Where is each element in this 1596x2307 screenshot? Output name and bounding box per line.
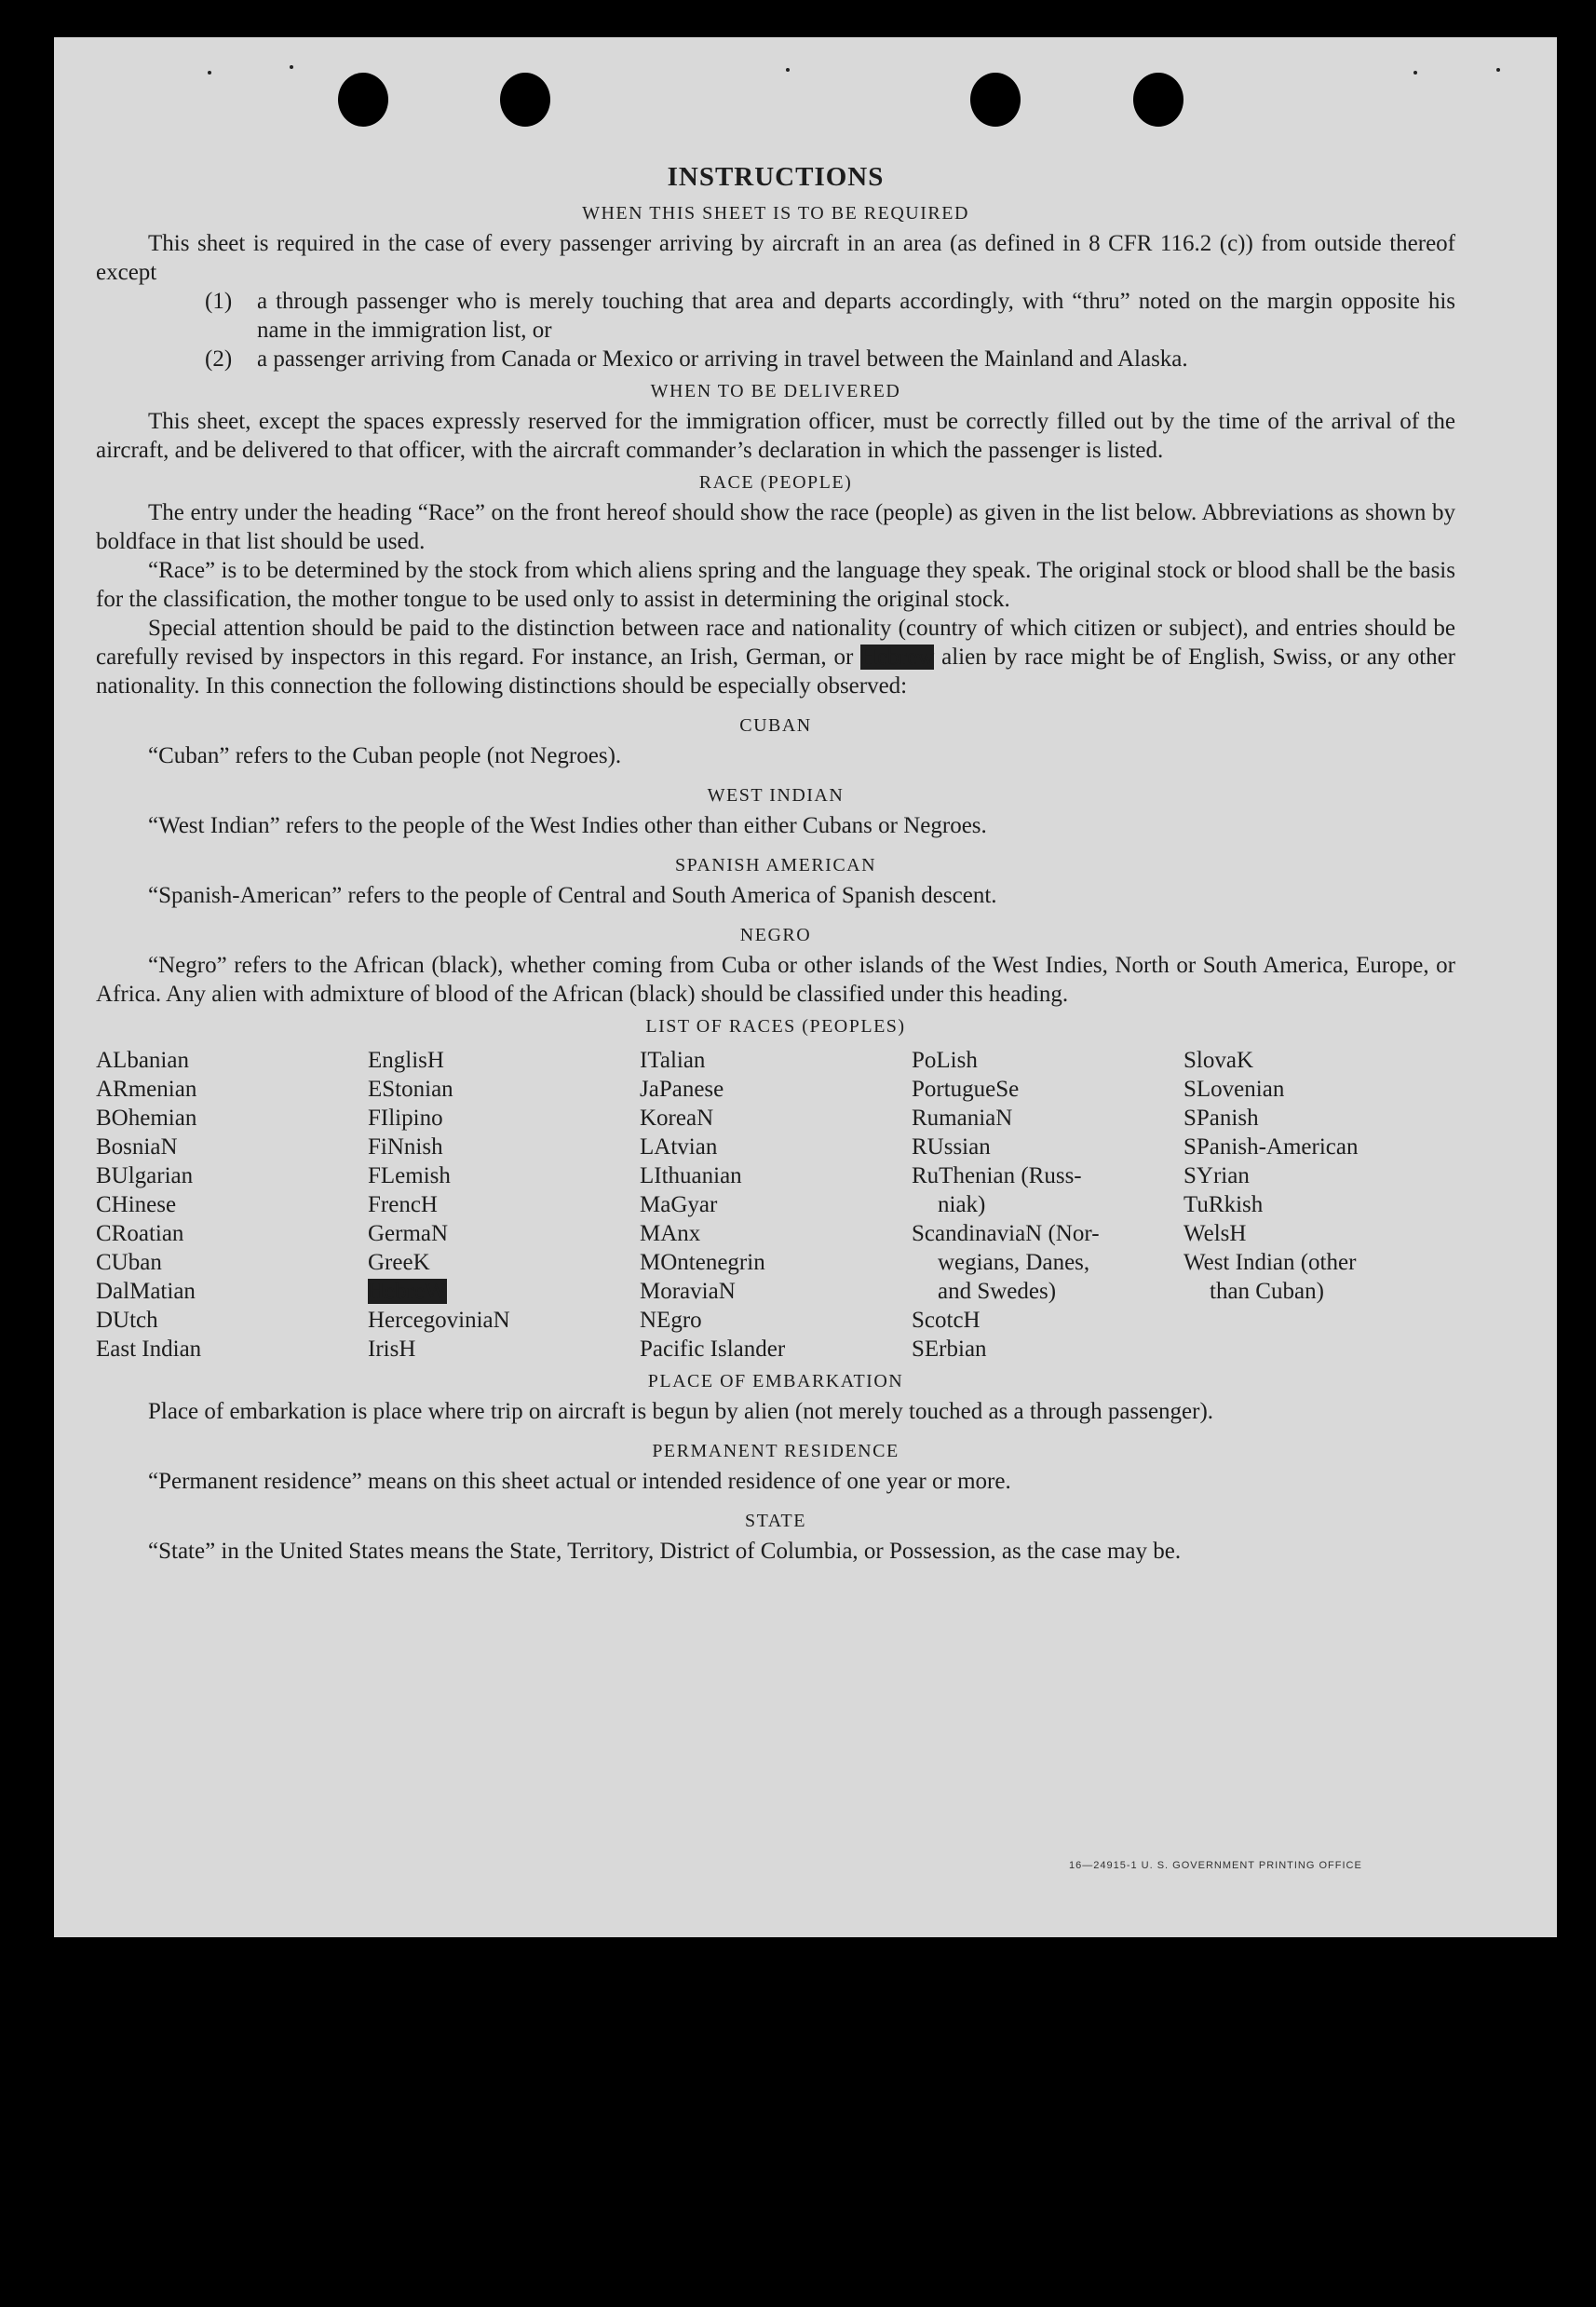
race-item: than Cuban) [1210,1279,1324,1304]
section-heading: WEST INDIAN [707,785,845,806]
paragraph: “Cuban” refers to the Cuban people (not Negroes). [148,743,622,768]
race-item: BOhemian [96,1106,197,1131]
section-heading: NEGRO [739,925,812,945]
section-heading: LIST OF RACES (PEOPLES) [645,1016,906,1037]
paragraph: “State” in the United States means the State, Territory, District of Columbia, or Possession, as the case may be. [148,1539,1182,1564]
section-heading: WHEN THIS SHEET IS TO BE REQUIRED [582,203,969,224]
item-number: (1) [205,289,233,314]
race-item: and Swedes) [938,1279,1057,1304]
section-heading: SPANISH AMERICAN [674,855,877,875]
section-heading: RACE (PEOPLE) [698,472,853,493]
race-item: West Indian (other [1183,1250,1357,1275]
redacted-word: HebreW [368,1279,447,1304]
race-item: RuThenian (Russ- [912,1163,1082,1188]
race-item: CRoatian [96,1221,184,1246]
race-item: CUban [96,1250,162,1275]
race-item: EnglisH [368,1048,444,1073]
item-number: (2) [205,346,233,372]
speck [208,71,211,75]
speck [786,68,790,72]
section-heading: STATE [745,1511,806,1531]
race-item: ITalian [640,1048,706,1073]
punch-hole [1133,73,1183,127]
list-item [205,287,1455,345]
punch-hole [338,73,388,127]
race-item: TuRkish [1183,1192,1264,1217]
race-item: Pacific Islander [640,1337,786,1362]
paragraph: Place of embarkation is place where trip on aircraft is begun by alien (not merely touched as a through passenger). [148,1399,1214,1424]
punch-hole [500,73,550,127]
race-item: FiNnish [368,1134,443,1160]
race-item: WelsH [1183,1221,1247,1246]
race-item: HercegoviniaN [368,1308,510,1333]
race-item: EStonian [368,1077,453,1102]
race-item: East Indian [96,1337,202,1362]
document-sheet [54,37,1557,1937]
speck [1496,68,1500,72]
race-item: SPanish [1183,1106,1259,1131]
race-item: IrisH [368,1337,416,1362]
section-heading: PLACE OF EMBARKATION [647,1371,904,1391]
list-item [205,345,1455,373]
speck [1413,71,1417,75]
speck [290,65,293,69]
race-item: MOntenegrin [640,1250,765,1275]
race-item: CHinese [96,1192,177,1217]
paragraph: This sheet is required in the case of every passenger arriving by aircraft in an area (as defined in 8 CFR 116.2 (c)) from outside thereof except [96,231,1455,285]
race-item: SErbian [912,1337,987,1362]
race-item: FIlipino [368,1106,443,1131]
race-item: SLovenian [1183,1077,1285,1102]
race-column [96,1046,368,1364]
race-item [368,1277,640,1306]
race-item: SYrian [1183,1163,1250,1188]
race-item: ALbanian [96,1048,189,1073]
section-heading: PERMANENT RESIDENCE [652,1441,899,1461]
punch-hole [970,73,1021,127]
race-item: PortugueSe [912,1077,1020,1102]
race-item: BosniaN [96,1134,178,1160]
race-item: FrencH [368,1192,438,1217]
race-item: GermaN [368,1221,449,1246]
race-item: niak) [938,1192,986,1217]
race-item: MaGyar [640,1192,718,1217]
race-item: PoLish [912,1048,978,1073]
item-text: a through passenger who is merely touching that area and departs accordingly, with “thru” noted on the margin opposite his name in the immigration list, or [257,289,1455,343]
race-item: SlovaK [1183,1048,1253,1073]
race-item: DalMatian [96,1279,196,1304]
race-column [640,1046,912,1364]
race-column [912,1046,1183,1364]
paragraph: “Spanish-American” refers to the people of Central and South America of Spanish descent. [148,883,997,908]
race-column [368,1046,640,1364]
race-item: MoraviaN [640,1279,736,1304]
paragraph: The entry under the heading “Race” on the front hereof should show the race (people) as given in the list below. Abbreviations as shown by boldface in that list should be used. [96,500,1455,554]
item-text: a passenger arriving from Canada or Mexico or arriving in travel between the Mainland and Alaska. [257,346,1188,372]
paragraph-text: alien by race might be of English, Swiss, or any other nationality. In this connection the following distinctions should be especially observed: [96,645,1456,699]
race-item: ScandinaviaN (Nor- [912,1221,1100,1246]
page-title: INSTRUCTIONS [667,162,885,192]
section-heading: CUBAN [739,715,812,736]
race-item: GreeK [368,1250,430,1275]
race-item: MAnx [640,1221,701,1246]
race-item: RUssian [912,1134,991,1160]
redacted-word: Hebrew [860,645,935,670]
race-column [1183,1046,1455,1364]
race-item: ARmenian [96,1077,197,1102]
race-item: SPanish-American [1183,1134,1359,1160]
paragraph: “Negro” refers to the African (black), whether coming from Cuba or other islands of the West Indies, North or South America, Europe, or Africa. Any alien with admixture of blood of the African (black) should be classified under this heading. [96,953,1455,1007]
race-item: DUtch [96,1308,158,1333]
section-heading: WHEN TO BE DELIVERED [650,381,901,401]
paragraph: This sheet, except the spaces expressly reserved for the immigration officer, must be correctly filled out by the time of the arrival of the aircraft, and be delivered to that officer, with the aircraft commander’s declaration in which the passenger is listed. [96,409,1455,463]
print-code: 16—24915-1 U. S. GOVERNMENT PRINTING OFFICE [1069,1860,1362,1871]
race-item: JaPanese [640,1077,724,1102]
race-item: ScotcH [912,1308,981,1333]
paragraph [96,614,1455,700]
instructions-content [96,158,1455,1566]
race-item: LAtvian [640,1134,718,1160]
race-item: FLemish [368,1163,451,1188]
paragraph: “Permanent residence” means on this sheet actual or intended residence of one year or more. [148,1469,1011,1494]
race-item: KoreaN [640,1106,714,1131]
race-list [96,1046,1455,1364]
paragraph: “West Indian” refers to the people of the West Indies other than either Cubans or Negroes. [148,813,987,838]
paragraph: “Race” is to be determined by the stock from which aliens spring and the language they speak. The original stock or blood shall be the basis for the classification, the mother tongue to be used only to assist in determining the original stock. [96,558,1455,612]
race-item: wegians, Danes, [938,1250,1090,1275]
race-item: BUlgarian [96,1163,194,1188]
race-item: LIthuanian [640,1163,742,1188]
race-item: RumaniaN [912,1106,1013,1131]
paragraph-text: Special attention should be paid to the distinction between race and nationality (country of which citizen or subject), and entries should be carefully revised by inspectors in this regard. For instance, an Irish, German, or [96,616,1455,670]
race-item: NEgro [640,1308,702,1333]
